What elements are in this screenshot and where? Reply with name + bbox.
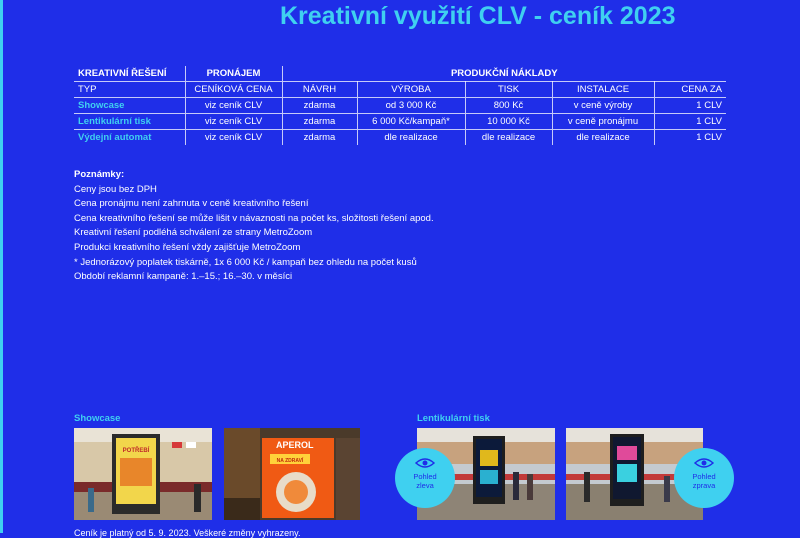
badge-line: zleva	[416, 481, 434, 490]
table-cell: zdarma	[282, 98, 357, 114]
row-type: Výdejní automat	[78, 132, 152, 143]
note-line: Kreativní řešení podléhá schválení ze strany MetroZoom	[74, 227, 313, 239]
table-cell: zdarma	[282, 114, 357, 130]
table-group-header-row	[74, 66, 726, 82]
table-cell: v ceně výroby	[552, 98, 654, 114]
table-cell: dle realizace	[465, 130, 552, 146]
table-row	[74, 130, 726, 146]
row-type: Lentikulární tisk	[74, 114, 185, 130]
note-line: Ceny jsou bez DPH	[74, 183, 157, 195]
column-header: TISK	[465, 82, 552, 98]
table-cell: od 3 000 Kč	[357, 98, 465, 114]
table-column-header-row	[74, 82, 726, 98]
eye-icon	[694, 457, 714, 469]
note-line: Produkci kreativního řešení vždy zajišťuje MetroZoom	[74, 241, 301, 253]
note-line: * Jednorázový poplatek tiskárně, 1x 6 000 Kč / kampaň bez ohledu na počet kusů	[74, 256, 417, 268]
badge-line: Pohled	[692, 472, 716, 481]
table-cell: viz ceník CLV	[185, 130, 282, 146]
column-header: CENA ZA	[654, 82, 726, 98]
table-cell: 10 000 Kč	[465, 114, 552, 130]
badge-line: zprava	[692, 481, 716, 490]
table-cell: 6 000 Kč/kampaň*	[357, 114, 465, 130]
section-label-showcase: Showcase	[74, 413, 121, 424]
view-from-right-badge	[674, 448, 734, 508]
table-cell: dle realizace	[552, 130, 654, 146]
table-cell: zdarma	[282, 130, 357, 146]
note-line: Období reklamní kampaně: 1.–15.; 16.–30. v měsíci	[74, 271, 293, 283]
price-table	[74, 66, 726, 145]
note-line: Cena kreativního řešení se může lišit v návaznosti na počet ks, složitosti řešení apod.	[74, 212, 434, 224]
table-cell: 800 Kč	[465, 98, 552, 114]
column-header: TYP	[74, 82, 185, 98]
column-header: NÁVRH	[282, 82, 357, 98]
column-header: INSTALACE	[552, 82, 654, 98]
left-accent-strip	[0, 0, 3, 533]
showcase-photo-2	[224, 428, 360, 520]
note-line: Cena pronájmu není zahrnuta v ceně kreativního řešení	[74, 198, 309, 210]
table-cell: 1 CLV	[654, 98, 726, 114]
view-from-left-badge	[395, 448, 455, 508]
notes-heading: Poznámky:	[74, 169, 125, 180]
poster-brand: APEROL	[276, 440, 314, 450]
section-label-lenticular: Lentikulární tisk	[417, 413, 490, 424]
table-cell: viz ceník CLV	[185, 114, 282, 130]
group-header: PRONÁJEM	[185, 66, 282, 82]
table-row	[74, 114, 726, 130]
table-cell: dle realizace	[357, 130, 465, 146]
poster-sub: NA ZDRAVÍ	[276, 458, 304, 464]
table-cell: v ceně pronájmu	[552, 114, 654, 130]
footer-note: Ceník je platný od 5. 9. 2023. Veškeré změny vyhrazeny.	[74, 528, 301, 538]
badge-line: Pohled	[413, 472, 437, 481]
table-cell: 1 CLV	[654, 130, 726, 146]
column-header: CENÍKOVÁ CENA	[185, 82, 282, 98]
table-row	[74, 98, 726, 114]
table-cell: 1 CLV	[654, 114, 726, 130]
poster-text: POTŘEBÍ	[122, 448, 150, 454]
showcase-photo-1	[74, 428, 212, 520]
row-type: Showcase	[74, 98, 185, 114]
group-header: KREATIVNÍ ŘEŠENÍ	[74, 66, 185, 82]
notes-block	[74, 168, 434, 285]
page-title: Kreativní využití CLV - ceník 2023	[280, 2, 676, 30]
eye-icon	[415, 457, 435, 469]
group-header: PRODUKČNÍ NÁKLADY	[282, 66, 726, 82]
table-cell: viz ceník CLV	[185, 98, 282, 114]
column-header: VÝROBA	[357, 82, 465, 98]
